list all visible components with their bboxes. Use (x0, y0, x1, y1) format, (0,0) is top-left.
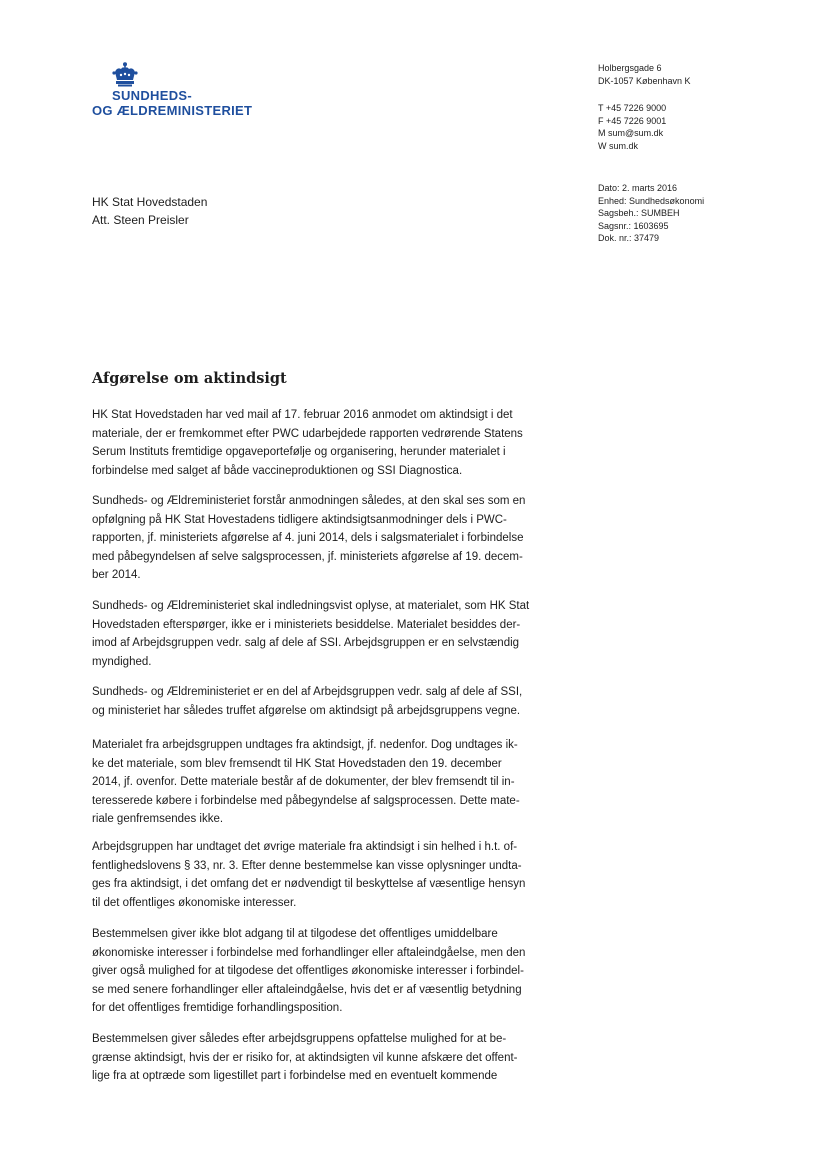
paragraph-line: Bestemmelsen giver således efter arbejdsgruppens opfattelse mulighed for at be- (92, 1033, 507, 1045)
paragraph-line: riale genfremsendes ikke. (92, 813, 224, 826)
paragraph-line: teresserede købere i forbindelse med påbegyndelse af salgsprocessen. Dette mate- (92, 794, 520, 807)
case-metadata (598, 182, 704, 245)
paragraph-line: Arbejdsgruppen har undtaget det øvrige materiale fra aktindsigt i sin helhed i h.t. of- (92, 841, 518, 853)
paragraph-line: Serum Instituts fremtidige opgaveportefølje og organisering, herunder materialet i (92, 446, 506, 459)
contact-fax: F +45 7226 9001 (598, 115, 667, 126)
meta-case-number: Sagsnr.: 1603695 (598, 220, 669, 231)
logo-text-line2: OG ÆLDREMINISTERIET (92, 103, 253, 118)
paragraph-line: Sundheds- og Ældreministeriet skal indledningsvist oplyse, at materialet, som HK Stat (92, 600, 530, 612)
paragraph-line: ke det materiale, som blev fremsendt til HK Stat Hovedstaden den 19. december (92, 757, 502, 770)
paragraph-line: ges fra aktindsigt, i det omfang det er nødvendigt til beskyttelse af væsentlige hensyn (92, 878, 526, 891)
meta-handler: Sagsbeh.: SUMBEH (598, 208, 680, 218)
paragraph-line: Sundheds- og Ældreministeriet forstår anmodningen således, at den skal ses som en (92, 495, 526, 507)
ministry-contact (598, 102, 666, 152)
paragraph-line: Bestemmelsen giver ikke blot adgang til at tilgodese det offentliges umiddelbare (92, 928, 498, 940)
paragraph-line: 2014, jf. ovenfor. Dette materiale består af de dokumenter, der blev fremsendt til in- (92, 776, 515, 789)
royal-crown-icon (111, 62, 139, 88)
contact-web: W sum.dk (598, 140, 639, 151)
meta-unit: Enhed: Sundhedsøkonomi (598, 195, 705, 206)
ministry-address (598, 62, 691, 87)
paragraph-line: med påbegyndelsen af selve salgsprocessen, jf. ministeriets afgørelse af 19. decem- (92, 550, 523, 563)
paragraph-line: lige fra at optræde som ligestillet part i forbindelse med en eventuelt kommende (92, 1070, 498, 1083)
paragraph-2 (92, 492, 525, 585)
paragraph-line: økonomiske interesser i forbindelse med forhandlinger eller aftaleindgåelse, men den (92, 946, 526, 959)
address-street: Holbergsgade 6 (598, 63, 662, 73)
paragraph-8 (92, 1030, 518, 1086)
paragraph-line: rapporten, jf. ministeriets afgørelse af 4. juni 2014, dels i salgsmaterialet i forbindelse (92, 532, 524, 545)
paragraph-line: og ministeriet har således truffet afgørelse om aktindsigt på arbejdsgruppens vegne. (92, 704, 521, 717)
paragraph-line: imod af Arbejdsgruppen vedr. salg af dele af SSI. Arbejdsgruppen er en selvstændig (92, 637, 520, 650)
paragraph-line: ber 2014. (92, 569, 141, 582)
contact-mail: M sum@sum.dk (598, 128, 664, 138)
paragraph-line: se med senere forhandlinger eller aftaleindgåelse, hvis det er af væsentlig betydning (92, 983, 522, 996)
paragraph-1 (92, 406, 523, 480)
meta-document-number: Dok. nr.: 37479 (598, 233, 660, 243)
paragraph-4 (92, 683, 522, 720)
recipient-name: HK Stat Hovedstaden (92, 195, 208, 209)
paragraph-7 (92, 925, 525, 1018)
paragraph-line: fentlighedslovens § 33, nr. 3. Efter denne bestemmelse kan visse oplysninger undta- (92, 859, 522, 872)
paragraph-line: Materialet fra arbejdsgruppen undtages fra aktindsigt, jf. nedenfor. Dog undtages ik- (92, 739, 518, 751)
letter-heading: Afgørelse om aktindsigt (92, 370, 287, 387)
paragraph-line: grænse aktindsigt, hvis der er risiko for, at aktindsigten vil kunne afskære det offent- (92, 1051, 518, 1064)
meta-date: Dato: 2. marts 2016 (598, 183, 678, 193)
paragraph-line: HK Stat Hovedstaden har ved mail af 17. februar 2016 anmodet om aktindsigt i det (92, 409, 513, 421)
paragraph-line: Hovedstaden efterspørger, ikke er i ministeriets besiddelse. Materialet besiddes der- (92, 618, 521, 631)
paragraph-3 (92, 597, 529, 671)
paragraph-line: til det offentliges økonomiske interesser. (92, 896, 297, 909)
paragraph-line: for det offentliges fremtidige forhandlingsposition. (92, 1002, 343, 1015)
contact-phone: T +45 7226 9000 (598, 103, 667, 113)
logo-text-line1: SUNDHEDS- (112, 88, 192, 103)
paragraph-line: forbindelse med salget af både vaccineproduktionen og SSI Diagnostica. (92, 464, 463, 477)
ministry-logo (92, 62, 272, 122)
paragraph-5 (92, 736, 520, 829)
paragraph-6 (92, 838, 525, 912)
recipient-attention: Att. Steen Preisler (92, 213, 189, 227)
paragraph-line: giver også mulighed for at tilgodese det offentliges økonomiske interesser i forbindel- (92, 965, 524, 978)
paragraph-line: myndighed. (92, 655, 152, 668)
paragraph-line: materiale, der er fremkommet efter PWC udarbejdede rapporten vedrørende Statens (92, 427, 523, 440)
address-city: DK-1057 København K (598, 75, 691, 86)
recipient-block (92, 193, 207, 229)
paragraph-line: opfølgning på HK Stat Hovestadens tidligere aktindsigtsanmodninger dels i PWC- (92, 513, 507, 526)
paragraph-line: Sundheds- og Ældreministeriet er en del af Arbejdsgruppen vedr. salg af dele af SSI, (92, 686, 523, 698)
